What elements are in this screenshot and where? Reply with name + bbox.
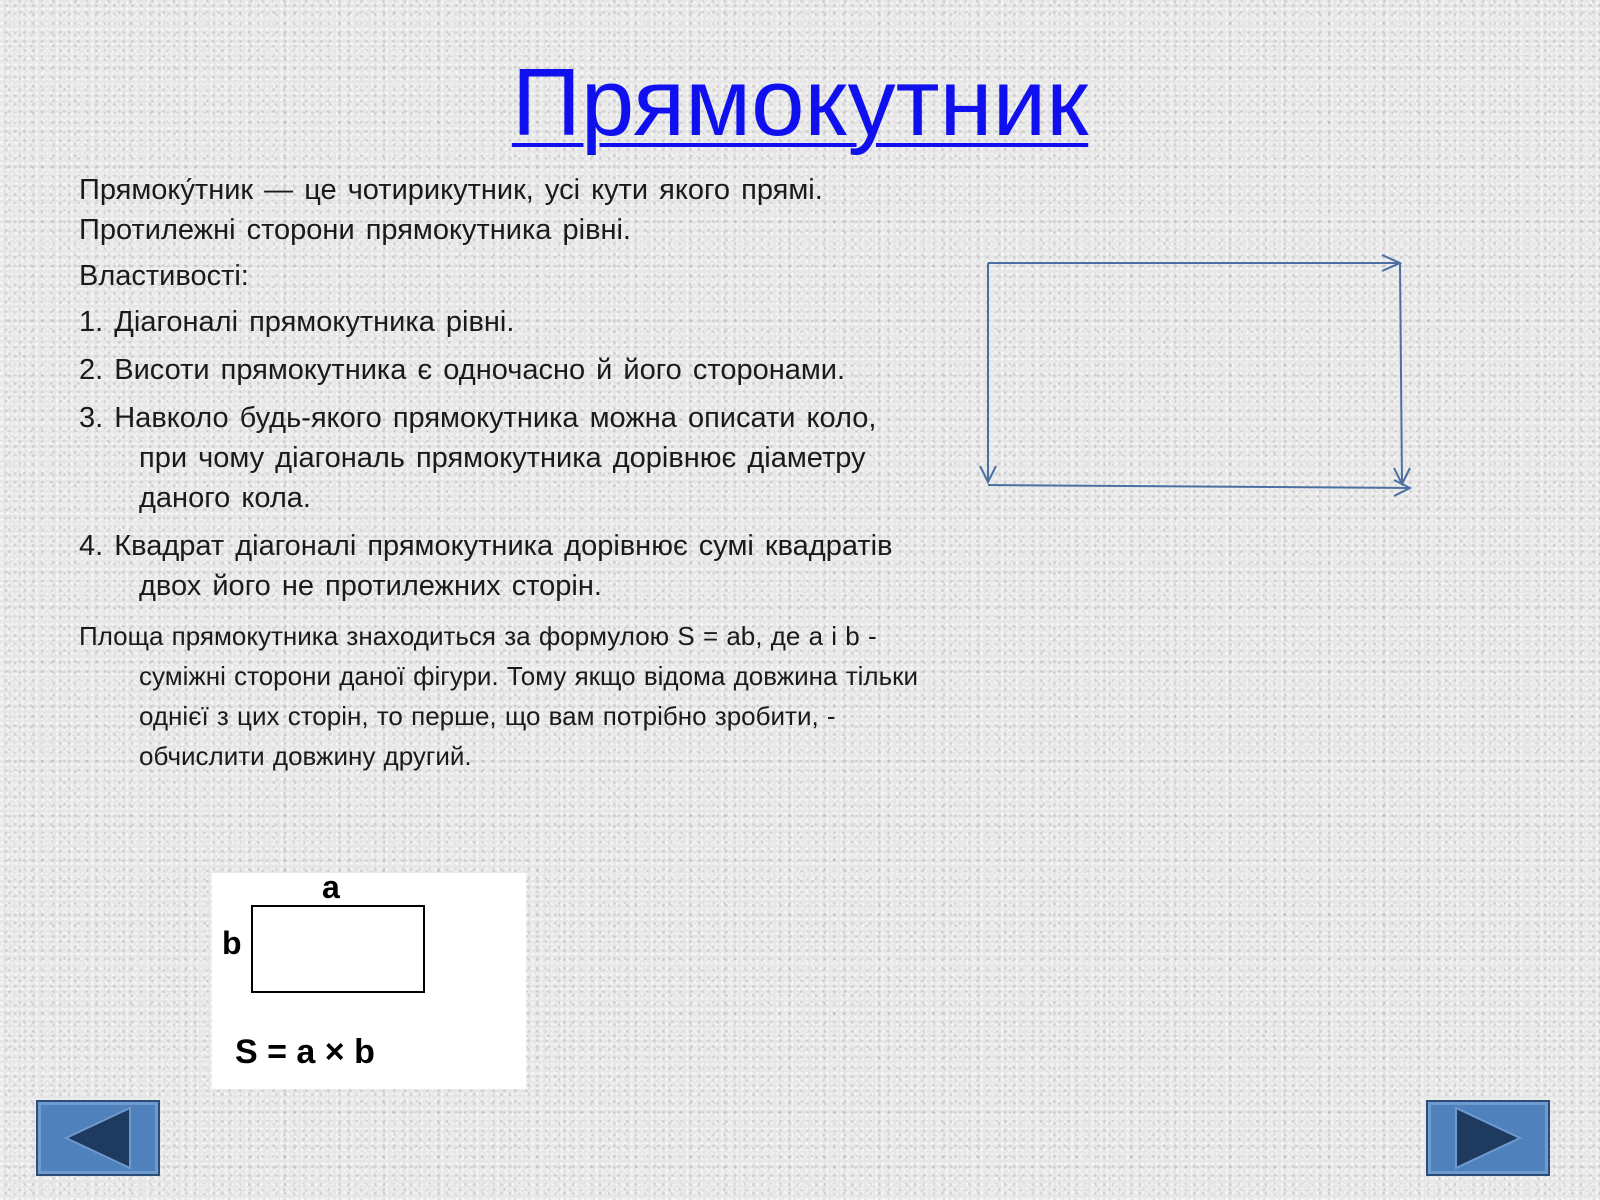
small-rectangle-shape (251, 905, 425, 993)
property-item-1: 1. Діагоналі прямокутника рівні. (79, 306, 515, 338)
property-item-2: 2. Висоти прямокутника є одночасно й його сторонами. (79, 354, 846, 386)
property-item-4: 4. Квадрат діагоналі прямокутника дорівнює сумі квадратів двох його не протилежних сторін. (79, 530, 893, 602)
area-formula-figure (212, 869, 526, 1089)
previous-slide-button[interactable] (36, 1100, 160, 1176)
side-a-label: a (322, 869, 340, 905)
diagram-bottom-arrow (988, 485, 1410, 488)
side-b-label: b (222, 925, 242, 961)
triangle-left-icon (38, 1102, 158, 1174)
next-slide-button[interactable] (1426, 1100, 1550, 1176)
diagram-right-arrow (1400, 263, 1402, 484)
slide-title[interactable]: Прямокутник (511, 49, 1089, 156)
area-formula: S = a × b (235, 1033, 375, 1071)
triangle-right-icon (1428, 1102, 1548, 1174)
rectangle-arrows-diagram (960, 248, 1420, 508)
property-item-3: 3. Навколо будь-якого прямокутника можна описати коло, при чому діагональ прямокутника дорівнює діаметру даного кола. (79, 402, 877, 514)
definition-text: Прямоку́тник — це чотирикутник, усі кути якого прямі. Протилежні сторони прямокутника рівні. (79, 174, 823, 246)
slide-content (79, 170, 929, 784)
properties-heading: Властивості: (79, 260, 249, 292)
area-formula-text: Площа прямокутника знаходиться за формулою S = ab, де a і b - суміжні сторони даної фігури. Тому якщо відома довжина тільки однієї з цих сторін, то перше, що вам потрібно зробити, - обчислити довжину другий. (79, 621, 919, 771)
